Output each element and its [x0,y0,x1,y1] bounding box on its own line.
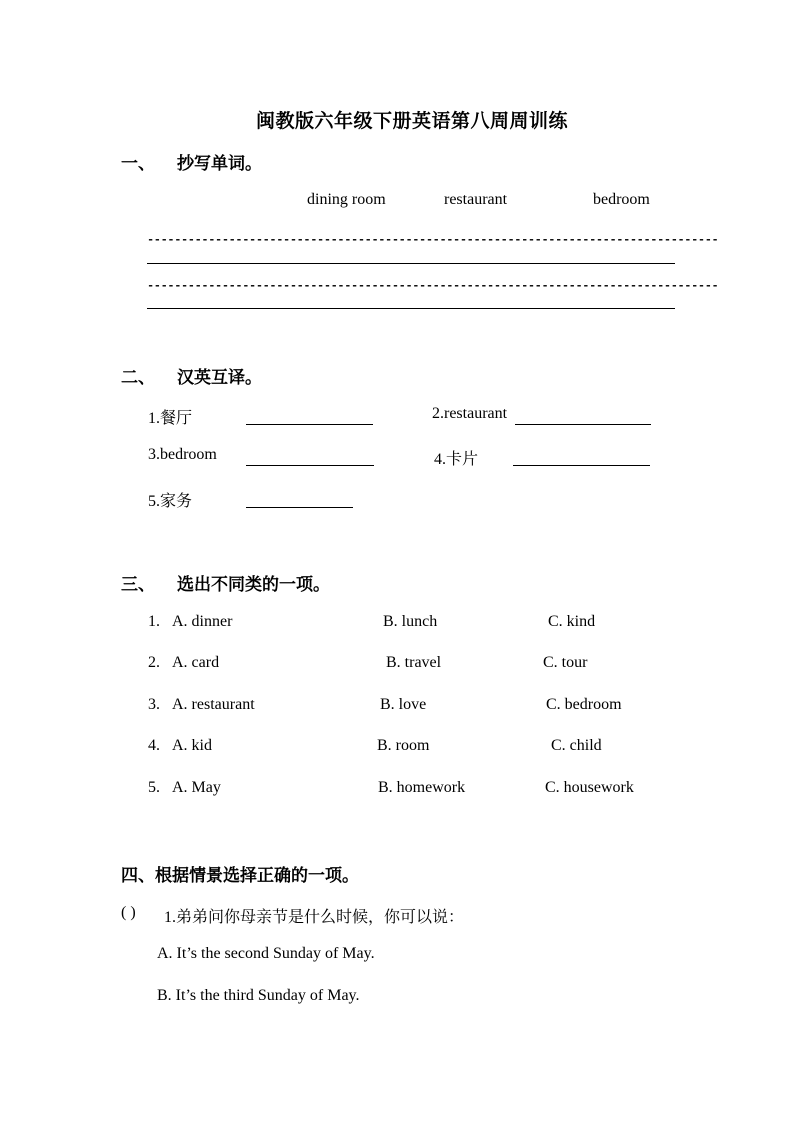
question-number: 1. [148,613,160,630]
question-stem: 1.弟弟问你母亲节是什么时候，你可以说： [164,909,465,926]
option-a: A. card [172,654,220,671]
option-a: A. restaurant [172,696,255,713]
option-a: A. dinner [172,613,233,630]
translate-item-1: 1.餐厅 [148,410,193,427]
question-number: 2. [148,654,160,671]
section-4-heading: 四、根据情景选择正确的一项。 [121,866,359,885]
section-3-number: 三、 [121,575,155,594]
translate-item-5: 5.家务 [148,493,193,510]
translate-item-3: 3.bedroom [148,446,217,463]
choice-b: B. It’s the third Sunday of May. [157,987,360,1004]
section-2-number: 二、 [121,368,155,387]
copy-word-3: bedroom [593,191,650,208]
option-c: C. housework [545,779,634,796]
option-b: B. lunch [383,613,438,630]
question-number: 4. [148,737,160,754]
section-1-number: 一、 [121,154,155,173]
option-b: B. travel [386,654,442,671]
option-c: C. kind [548,613,596,630]
option-c: C. bedroom [546,696,622,713]
answer-blank-2[interactable] [515,424,651,425]
section-2-heading: 汉英互译。 [177,368,262,387]
question-number: 5. [148,779,160,796]
translate-item-4: 4.卡片 [434,451,479,468]
page-title: 闽教版六年级下册英语第八周周训练 [256,111,569,132]
answer-bracket[interactable]: ( ) [121,904,136,921]
option-b: B. room [377,737,430,754]
option-c: C. tour [543,654,588,671]
option-b: B. homework [378,779,466,796]
option-a: A. May [172,779,221,796]
translate-item-2: 2.restaurant [432,405,508,422]
answer-blank-4[interactable] [513,465,650,466]
dashed-writing-line-1: ------------------------------------------------------------------------------------ [147,233,719,247]
answer-blank-1[interactable] [246,424,373,425]
copy-word-1: dining room [307,191,386,208]
writing-line-2 [147,308,675,309]
copy-word-2: restaurant [444,191,508,208]
section-3-heading: 选出不同类的一项。 [177,575,330,594]
section-1-heading: 抄写单词。 [177,154,262,173]
choice-a: A. It’s the second Sunday of May. [157,945,375,962]
dashed-writing-line-2: ------------------------------------------------------------------------------------ [147,279,719,293]
option-c: C. child [551,737,602,754]
question-number: 3. [148,696,160,713]
option-b: B. love [380,696,427,713]
option-a: A. kid [172,737,212,754]
answer-blank-3[interactable] [246,465,374,466]
answer-blank-5[interactable] [246,507,353,508]
writing-line-1 [147,263,675,264]
